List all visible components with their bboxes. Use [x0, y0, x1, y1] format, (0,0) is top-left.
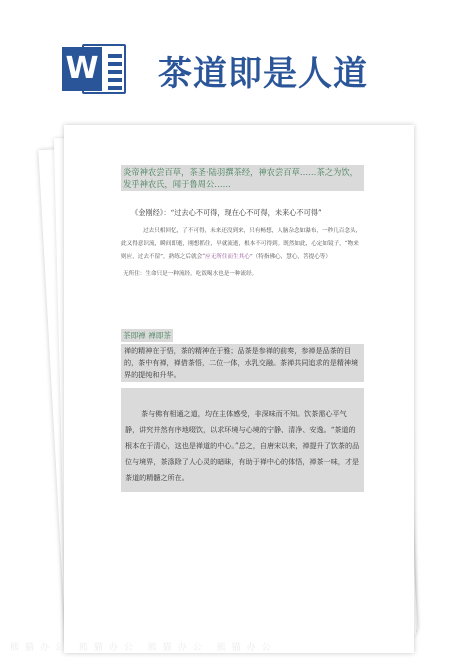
paragraph-no-abiding: 无所住：生命只是一种流经，吃饭喝水也是一种流经。 — [123, 271, 258, 277]
paragraph-past-mind-b: ”（特指佛心，慧心，菩提心等） — [249, 254, 331, 260]
section-tea-buddha: 茶与佛有相通之道，均在主体感受，非深味而不知。饮茶需心平气静，讲究井然有序地啜饮，以求环境与心境的宁静、清净、安逸。“茶道的根本在于清心，这也是禅道的中心。”总之，自唐宋以来，禅提升了饮茶的品位与境界，茶涤除了人心灵的暗昧，有助于禅中心的体悟，禅茶一味，才是茶道的精髓之所在。 — [121, 388, 364, 492]
section-subheading: 茶即禅 禅即茶 — [123, 331, 171, 340]
paragraph-past-mind-purple: 应无所住而生其心 — [205, 254, 250, 260]
document-content — [121, 165, 364, 492]
word-icon-letter: W — [62, 47, 102, 91]
document-page — [64, 125, 414, 653]
word-icon — [62, 44, 126, 94]
intro-highlight: 炎帝神农尝百草，茶圣·陆羽撰茶经，神农尝百草……茶之为饮，发乎神农氏，闻于鲁周公…… — [121, 165, 364, 191]
section-zen-spirit: 禅的精神在于悟，茶的精神在于雅；品茶是参禅的前奏，参禅是品茶的目的，茶中有禅，禅借茶悟，二位一体，水乳交融。茶禅共同追求的是精神境界的提纯和升华。 — [121, 344, 364, 382]
watermark: 熊猫办公 熊猫办公 熊猫办公 熊猫办公 — [10, 643, 277, 653]
paragraph-past-mind — [121, 225, 364, 264]
paragraph-past-mind-a: 过去只相回忆，了不可得，未来还没到来，只有畅想，人脑杂念如瀑布，一秒几百念头，此又得意识流，瞬间即逝，刚想抓住，早就流逝，根本不可得到。既然如此，心定如镜子，“物来则应，过去不留”，熟练之后就会“ — [121, 228, 362, 260]
sutra-quote: 《金刚经》：“过去心不可得，现在心不可得，未来心不可得” — [131, 208, 322, 217]
header — [0, 0, 474, 118]
page-title: 茶道即是人道 — [158, 54, 368, 94]
